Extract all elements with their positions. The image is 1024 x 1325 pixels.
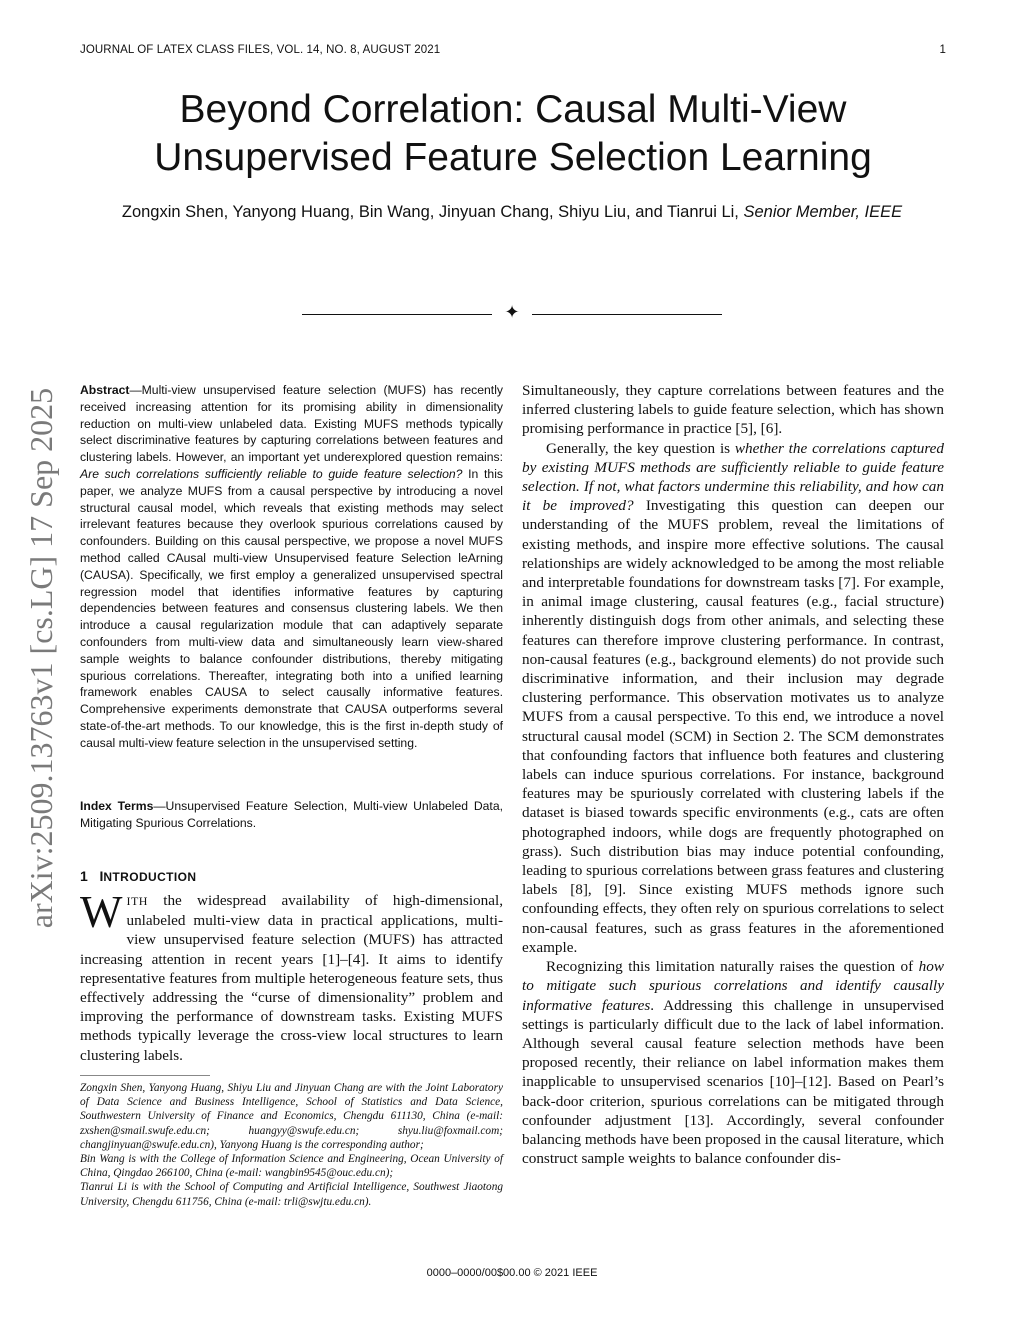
abstract-text-1: —Multi-view unsupervised feature selection (MUFS) has recently received increasing attention for its promising ability in dimensionality reduction on multi-view unlabeled data. Existing MUFS methods typically select discriminative features by capturing correlations between features and clustering labels. However, an important yet underexplored question remains: xyxy=(80,383,503,465)
paragraph-3-body: . Addressing this challenge in unsupervised settings is particularly difficult due to the lack of label information. Although several causal feature selection methods have been proposed recently, their reliance on label information makes them inapplicable to unsupervised scenarios [10]–[12]. Based on Pearl’s back-door criterion, spurious correlations can be mitigated through confounder adjustment [13]. Accordingly, several confounder balancing methods have been proposed in the causal literature, which construct sample weights to balance confounder dis- xyxy=(522,996,944,1168)
paragraph-3-start: Recognizing this limitation naturally raises the question of xyxy=(546,958,919,976)
paragraph-3 xyxy=(522,957,944,1168)
abstract-text-2: In this paper, we analyze MUFS from a causal perspective by introducing a novel structural causal model, which reveals that existing methods may select irrelevant features because they overlook spurious correlations caused by confounders. Building on this causal perspective, we propose a novel MUFS method called CAusal multi-view Unsupervised feature Selection leArning (CAUSA). Specifically, we first employ a generalized unsupervised spectral regression model that identifies informative features by capturing dependencies between features and consensus clustering labels. We then introduce a causal regularization module that can adaptively separate confounders from multi-view data and simultaneously learn view-shared sample weights to balance confounder distributions, thereby mitigating spurious correlations. Thereafter, integrating both into a unified learning framework enables CAUSA to select causally informative features. Comprehensive experiments demonstrate that CAUSA outperforms several state-of-the-art methods. To our knowledge, this is the first in-depth study of causal multi-view feature selection in the unsupervised setting. xyxy=(80,466,503,750)
abstract xyxy=(80,382,503,752)
index-terms xyxy=(80,798,503,832)
footnote-affiliation-2: Bin Wang is with the College of Information Science and Engineering, Ocean University of China, Qingdao 266100, China (e-mail: wangbin9545@ouc.edu.cn); xyxy=(80,1153,503,1180)
author-membership: Senior Member, IEEE xyxy=(743,203,903,221)
section-title-rest: NTRODUCTION xyxy=(103,870,197,884)
running-header xyxy=(80,44,946,62)
paper-title: Beyond Correlation: Causal Multi-View Unsupervised Feature Selection Learning xyxy=(154,88,872,179)
footnote-rule xyxy=(80,1075,210,1076)
author-names: Zongxin Shen, Yanyong Huang, Bin Wang, Jinyuan Chang, Shiyu Liu, and Tianrui Li, xyxy=(121,203,739,221)
journal-header: JOURNAL OF LATEX CLASS FILES, VOL. 14, NO. 8, AUGUST 2021 xyxy=(80,44,441,56)
index-terms-text: —Unsupervised Feature Selection, Multi-view Unlabeled Data, Mitigating Spurious Correlations. xyxy=(80,799,503,830)
index-terms-label: Index Terms xyxy=(80,799,154,813)
abstract-label: Abstract xyxy=(80,383,130,397)
paragraph-2-start: Generally, the key question is xyxy=(546,439,735,457)
key-question: whether the correlations captured by existing MUFS methods are sufficiently reliable to guide feature selection. If not, what factors undermine this reliability, and how can it be improved? xyxy=(522,439,945,515)
footnote-affiliation-1: Zongxin Shen, Yanyong Huang, Shiyu Liu and Jinyuan Chang are with the Joint Laboratory of Data Science and Business Intelligence, School of Statistics and Data Science, Southwestern University of Finance and Economics, Chengdu 611130, China (e-mail: zxshen@smail.swufe.edu.cn; huangyy@swufe.edu.cn; shyu.liu@foxmail.com; changjinyuan@swufe.edu.cn), Yanyong Huang is the corresponding author; xyxy=(80,1082,503,1151)
page-number: 1 xyxy=(939,44,946,56)
section-heading xyxy=(80,868,196,884)
abstract-question: Are such correlations sufficiently reliable to guide feature selection? xyxy=(80,466,463,481)
copyright-notice: 0000–0000/00$00.00 © 2021 IEEE xyxy=(426,1267,598,1279)
separator-line-right xyxy=(532,314,722,315)
intro-paragraph xyxy=(80,887,503,1065)
right-column xyxy=(522,381,944,1168)
paragraph-2 xyxy=(522,439,944,957)
title-separator xyxy=(302,304,722,324)
intro-smallcap: ITH xyxy=(126,894,148,908)
paragraph-1: Simultaneously, they capture correlations between features and the inferred clustering labels to guide feature selection, which has shown promising performance in practice [5], [6]. xyxy=(522,382,944,438)
mitigation-question: how to mitigate such spurious correlations and identify causally informative features xyxy=(522,958,944,1014)
paragraph-2-body: Investigating this question can deepen our understanding of the MUFS problem, reveal the limitations of existing methods, and inspire more effective solutions. The causal relationships are widely acknowledged to be among the most reliable and interpretable foundations for downstream tasks [7]. For example, in animal image clustering, causal features (e.g., facial structure) inherently distinguish dogs from other animals, and selecting these features can therefore improve clustering performance. In contrast, non-causal features (e.g., background elements) do not provide such discriminative information, and their inclusion may degrade clustering performance. This observation motivates us to analyze MUFS from a causal perspective. To this end, we introduce a novel structural causal model (SCM) in Section 2. The SCM demonstrates that confounding factors that influence both features and clustering labels can induce spurious correlations. For instance, background features may be spuriously correlated with clustering labels if the dataset is biased towards specific environments (e.g., cats are often photographed indoors, while dogs are frequently photographed on grass). Such distribution bias may induce potential confounding, leading to spurious correlations between grass features and clustering labels [8], [9]. Since existing MUFS methods ignore such confounding effects, they often rely on spurious correlations to select non-causal features, such as grass features in the aforementioned example. xyxy=(522,497,945,956)
intro-text: the widespread availability of high-dimensional, unlabeled multi-view data in practical applications, multi-view unsupervised feature selection (MUFS) has attracted increasing attention in recent years [1]–[4]. It aims to identify representative features from multiple heterogeneous feature sets, thus effectively addressing the “curse of dimensionality” problem and improving the performance of downstream tasks. Existing MUFS methods typically leverage the cross-view local structures to learn clustering labels. xyxy=(80,892,503,1064)
arxiv-stamp: arXiv:2509.13763v1 [cs.LG] 17 Sep 2025 xyxy=(23,387,59,929)
drop-cap: W xyxy=(80,887,123,937)
section-number: 1 xyxy=(80,868,88,884)
diamond-star-icon: ✦ xyxy=(504,302,520,322)
footnote-affiliation-3: Tianrui Li is with the School of Computing and Artificial Intelligence, Southwest Jiaotong University, Chengdu 611756, China (e-mail: trli@swjtu.edu.cn). xyxy=(80,1181,503,1208)
section-title-initial: I xyxy=(99,868,104,884)
footnotes xyxy=(80,1081,503,1209)
author-list xyxy=(120,201,904,224)
